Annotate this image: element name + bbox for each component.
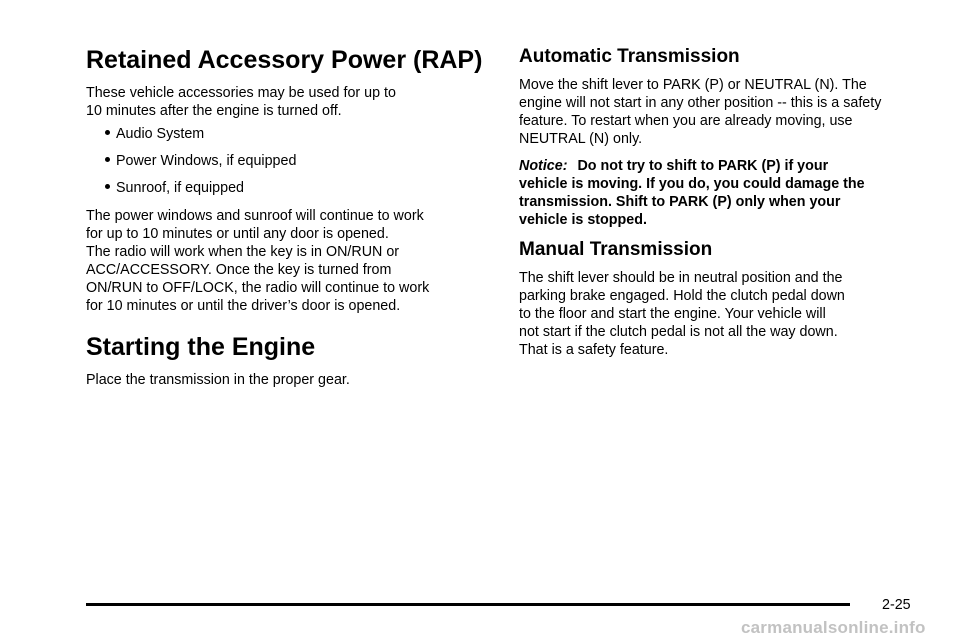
rap-intro: [86, 84, 396, 120]
footer-rule: [86, 603, 850, 606]
manual-body: [519, 269, 845, 359]
manual-body-line: The shift lever should be in neutral position and the: [519, 270, 843, 286]
manual-body-line: That is a safety feature.: [519, 342, 669, 358]
starting-body: Place the transmission in the proper gear.: [86, 372, 350, 388]
automatic-body-line: NEUTRAL (N) only.: [519, 131, 643, 147]
rap-body-line: ACC/ACCESSORY. Once the key is turned from: [86, 262, 392, 278]
manual-body-line: not start if the clutch pedal is not all the way down.: [519, 324, 838, 340]
bullet-icon: [105, 184, 110, 189]
notice-text: Do not try to shift to PARK (P) if your: [577, 158, 829, 174]
notice-line: [519, 157, 865, 175]
page-number: 2-25: [882, 597, 911, 613]
watermark: carmanualsonline.info: [741, 618, 926, 637]
bullet-icon: [105, 157, 110, 162]
rap-body-line: for 10 minutes or until the driver’s door is opened.: [86, 298, 401, 314]
automatic-body-line: Move the shift lever to PARK (P) or NEUTRAL (N). The: [519, 77, 867, 93]
rap-body-line: ON/RUN to OFF/LOCK, the radio will continue to work: [86, 280, 430, 296]
manual-body-line: to the floor and start the engine. Your vehicle will: [519, 306, 826, 322]
automatic-heading: Automatic Transmission: [519, 46, 740, 67]
rap-body: [86, 207, 429, 315]
notice-line: transmission. Shift to PARK (P) only when your: [519, 194, 841, 210]
list-item-text: Power Windows, if equipped: [116, 153, 297, 169]
notice-label: Notice:: [519, 158, 568, 174]
automatic-body-line: engine will not start in any other position -- this is a safety: [519, 95, 882, 111]
manual-body-line: parking brake engaged. Hold the clutch pedal down: [519, 288, 845, 304]
rap-body-line: The radio will work when the key is in ON/RUN or: [86, 244, 400, 260]
list-item-text: Sunroof, if equipped: [116, 180, 244, 196]
manual-heading: Manual Transmission: [519, 239, 713, 260]
rap-body-line: The power windows and sunroof will continue to work: [86, 208, 424, 224]
rap-body-line: for up to 10 minutes or until any door is opened.: [86, 226, 389, 242]
notice-line: vehicle is stopped.: [519, 212, 647, 228]
starting-heading: Starting the Engine: [86, 333, 316, 361]
rap-intro-line: 10 minutes after the engine is turned off.: [86, 103, 342, 119]
notice-line: vehicle is moving. If you do, you could damage the: [519, 176, 865, 192]
automatic-body-line: feature. To restart when you are already moving, use: [519, 113, 853, 129]
notice: [519, 157, 865, 229]
automatic-body: [519, 76, 881, 148]
rap-intro-line: These vehicle accessories may be used for up to: [86, 85, 396, 101]
bullet-icon: [105, 130, 110, 135]
rap-heading: Retained Accessory Power (RAP): [86, 46, 483, 74]
list-item-text: Audio System: [116, 126, 205, 142]
